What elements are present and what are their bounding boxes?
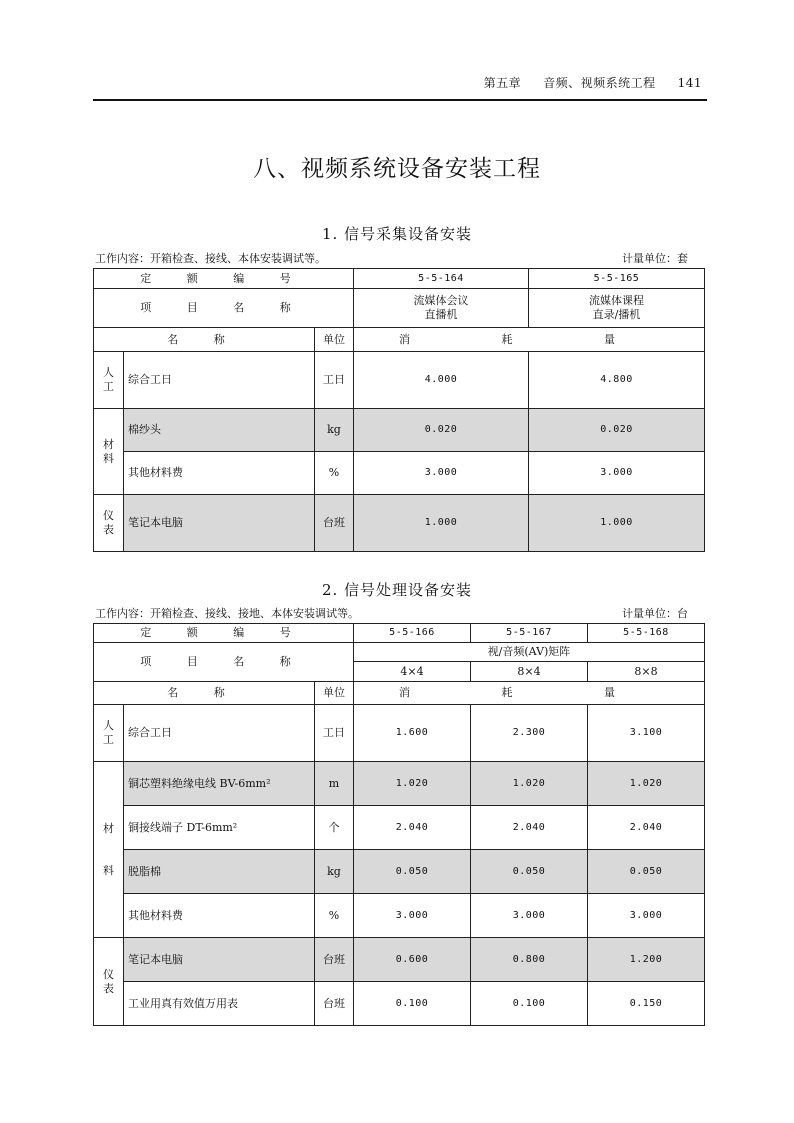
row-unit: 台班 [315, 495, 354, 552]
section1-table [93, 268, 705, 552]
row-value: 3.000 [588, 894, 705, 938]
row-unit: kg [315, 850, 354, 894]
item-line: 流媒体会议 [413, 294, 469, 307]
code-cell: 5-5-168 [588, 624, 705, 643]
column-header-row [94, 682, 705, 705]
row-value: 0.050 [471, 850, 588, 894]
row-value: 0.020 [354, 409, 529, 452]
item-group-cell: 视/音频(AV)矩阵 [354, 643, 705, 662]
item-line: 直播机 [424, 308, 458, 321]
row-unit: % [315, 452, 354, 495]
row-value: 0.800 [471, 938, 588, 982]
row-name: 工业用真有效值万用表 [124, 982, 315, 1026]
row-value: 3.000 [354, 452, 529, 495]
section2-measure-unit: 计量单位：台 [622, 607, 688, 620]
consume-header: 消 耗 量 [354, 328, 705, 352]
row-unit: 工日 [315, 352, 354, 409]
name-header: 名 称 [94, 682, 315, 705]
row-unit: kg [315, 409, 354, 452]
group-label-labor: 人 工 [94, 352, 124, 409]
row-unit: 台班 [315, 982, 354, 1026]
row-value: 0.600 [354, 938, 471, 982]
section1-work-line [95, 250, 706, 266]
page-number: 141 [677, 76, 702, 90]
row-value: 3.000 [529, 452, 705, 495]
unit-header: 单位 [315, 328, 354, 352]
row-name: 棉纱头 [124, 409, 315, 452]
section2-work-line [95, 605, 706, 621]
row-value: 0.100 [471, 982, 588, 1026]
row-name: 脱脂棉 [124, 850, 315, 894]
row-name: 其他材料费 [124, 894, 315, 938]
code-cell: 5-5-167 [471, 624, 588, 643]
table-row [94, 806, 705, 850]
row-value: 0.050 [354, 850, 471, 894]
header-title: 音频、视频系统工程 [543, 76, 656, 90]
unit-header: 单位 [315, 682, 354, 705]
item-line: 直录/播机 [592, 308, 641, 321]
section2-title: 2. 信号处理设备安装 [321, 581, 473, 599]
row-value: 1.020 [471, 762, 588, 806]
table-row [94, 409, 705, 452]
row-name: 其他材料费 [124, 452, 315, 495]
row-name: 铜接线端子 DT-6mm² [124, 806, 315, 850]
row-unit: 个 [315, 806, 354, 850]
code-row [94, 624, 705, 643]
row-unit: 台班 [315, 938, 354, 982]
row-unit: 工日 [315, 705, 354, 762]
row-value: 2.040 [354, 806, 471, 850]
item-cell [529, 289, 705, 328]
row-unit: % [315, 894, 354, 938]
row-value: 0.100 [354, 982, 471, 1026]
row-name: 笔记本电脑 [124, 495, 315, 552]
row-value: 1.600 [354, 705, 471, 762]
section1-title: 1. 信号采集设备安装 [321, 225, 473, 243]
row-name: 笔记本电脑 [124, 938, 315, 982]
row-value: 4.000 [354, 352, 529, 409]
row-value: 1.020 [354, 762, 471, 806]
row-value: 2.040 [588, 806, 705, 850]
table-row [94, 762, 705, 806]
row-value: 1.000 [529, 495, 705, 552]
group-label-instrument: 仪 表 [94, 938, 124, 1026]
item-cell: 8×8 [588, 662, 705, 682]
row-name: 综合工日 [124, 352, 315, 409]
item-label: 项 目 名 称 [94, 289, 354, 328]
section1-measure-unit: 计量单位：套 [622, 252, 688, 265]
table-row [94, 705, 705, 762]
row-value: 0.150 [588, 982, 705, 1026]
row-name: 综合工日 [124, 705, 315, 762]
code-label: 定 额 编 号 [94, 269, 354, 289]
row-name: 铜芯塑料绝缘电线 BV-6mm² [124, 762, 315, 806]
item-cell: 8×4 [471, 662, 588, 682]
row-value: 3.100 [588, 705, 705, 762]
column-header-row [94, 328, 705, 352]
section1-work-content: 工作内容：开箱检查、接线、本体安装调试等。 [95, 252, 326, 265]
row-value: 2.040 [471, 806, 588, 850]
consume-header: 消 耗 量 [354, 682, 705, 705]
row-value: 0.050 [588, 850, 705, 894]
section2-work-content: 工作内容：开箱检查、接线、接地、本体安装调试等。 [95, 607, 359, 620]
row-value: 1.000 [354, 495, 529, 552]
chapter-title: 八、视频系统设备安装工程 [253, 156, 541, 182]
row-value: 4.800 [529, 352, 705, 409]
header-chapter: 第五章 [483, 76, 522, 90]
table-row [94, 938, 705, 982]
code-row [94, 269, 705, 289]
row-value: 3.000 [354, 894, 471, 938]
row-value: 3.000 [471, 894, 588, 938]
group-label-instrument: 仪 表 [94, 495, 124, 552]
row-value: 1.200 [588, 938, 705, 982]
item-cell [354, 289, 529, 328]
name-header: 名 称 [94, 328, 315, 352]
row-unit: m [315, 762, 354, 806]
header-rule [93, 99, 707, 101]
code-cell: 5-5-166 [354, 624, 471, 643]
group-label-material: 材 料 [94, 409, 124, 495]
code-label: 定 额 编 号 [94, 624, 354, 643]
row-value: 0.020 [529, 409, 705, 452]
item-cell: 4×4 [354, 662, 471, 682]
running-header [462, 74, 702, 91]
item-label: 项 目 名 称 [94, 643, 354, 682]
table-row [94, 495, 705, 552]
row-value: 2.300 [471, 705, 588, 762]
section2-table [93, 623, 705, 1026]
code-cell: 5-5-164 [354, 269, 529, 289]
table-row [94, 982, 705, 1026]
item-row [94, 289, 705, 328]
table-row [94, 850, 705, 894]
table-row [94, 894, 705, 938]
code-cell: 5-5-165 [529, 269, 705, 289]
item-line: 流媒体课程 [589, 294, 644, 307]
table-row [94, 352, 705, 409]
group-label-material: 材 料 [94, 762, 124, 938]
item-row [94, 643, 705, 662]
group-label-labor: 人 工 [94, 705, 124, 762]
row-value: 1.020 [588, 762, 705, 806]
table-row [94, 452, 705, 495]
